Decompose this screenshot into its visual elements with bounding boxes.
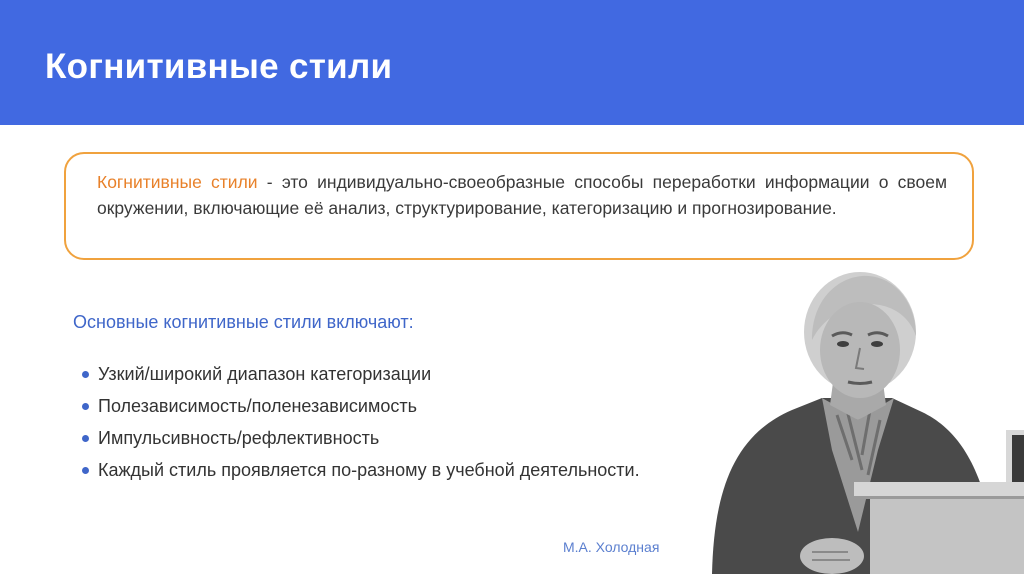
list-item xyxy=(80,422,640,454)
slide-title: Когнитивные стили xyxy=(45,47,393,86)
mouth xyxy=(848,382,872,384)
title-bar xyxy=(0,0,1024,125)
list-item-text: Каждый стиль проявляется по-разному в учебной деятельности. xyxy=(98,460,640,480)
eye-right xyxy=(871,341,883,347)
definition-term: Когнитивные стили xyxy=(97,172,258,192)
list-item-text: Узкий/широкий диапазон категоризации xyxy=(98,364,432,384)
bullet-icon xyxy=(82,371,89,378)
podium-edge xyxy=(854,496,1024,499)
list-item xyxy=(80,454,640,486)
bullet-icon xyxy=(82,467,89,474)
portrait-photo xyxy=(672,270,1024,574)
list-item-text: Полезависимость/поленезависимость xyxy=(98,396,417,416)
bullet-list xyxy=(80,358,640,486)
eye-left xyxy=(837,341,849,347)
podium-top xyxy=(854,482,1024,498)
list-item-text: Импульсивность/рефлективность xyxy=(98,428,380,448)
definition-box xyxy=(64,152,974,260)
hands xyxy=(800,538,864,574)
section-subheading: Основные когнитивные стили включают: xyxy=(73,312,414,332)
list-item xyxy=(80,358,640,390)
definition-body: - это индивидуально-своеобразные способы переработки информации о своем окружении, включающие её анализ, структурирование, категоризацию и прогнозирование. xyxy=(97,172,947,218)
podium-body xyxy=(870,498,1024,574)
bullet-icon xyxy=(82,435,89,442)
bullet-icon xyxy=(82,403,89,410)
list-item xyxy=(80,390,640,422)
photo-caption: М.А. Холодная xyxy=(563,539,660,555)
definition-text xyxy=(97,169,947,221)
